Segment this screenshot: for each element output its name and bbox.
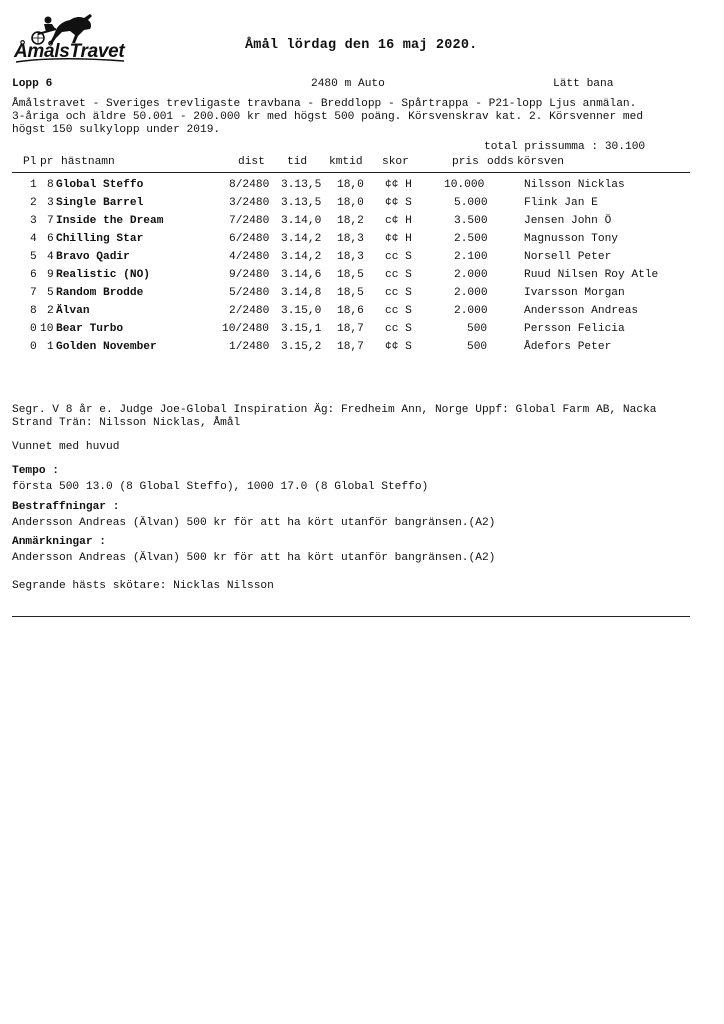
race-description: Åmålstravet - Sveriges trevligaste travbana - Breddlopp - Spårtrappa - P21-lopp Ljus anmälan. 3-åriga och äldre 50.001 - 200.000 kr med högst 500 poäng. Körsvenskrav kat. 2. Körsvenner med högst 150 sulkylopp under 2019. <box>12 98 644 136</box>
driver-name: Andersson Andreas <box>524 305 639 317</box>
driver-name: Persson Felicia <box>524 323 625 335</box>
driver-name: Ådefors Peter <box>524 341 612 353</box>
horse-name: Inside the Dream <box>56 215 164 227</box>
race-distance-start: 2480 m Auto <box>311 78 385 90</box>
horse-name: Älvan <box>56 305 90 317</box>
horse-name: Chilling Star <box>56 233 144 245</box>
results-table-header <box>0 156 724 170</box>
driver-name: Norsell Peter <box>524 251 612 263</box>
caretaker: Segrande hästs skötare: Nicklas Nilsson <box>12 580 274 592</box>
tempo-heading: Tempo : <box>12 465 59 477</box>
logo-text: ÅmålsTravet <box>14 41 125 62</box>
horse-name: Golden November <box>56 341 157 353</box>
col-shoes: skor <box>382 156 409 168</box>
remarks-heading: Anmärkningar : <box>12 536 106 548</box>
horse-name: Bear Turbo <box>56 323 124 335</box>
amalstravet-logo <box>12 10 130 66</box>
col-dist: dist <box>238 156 265 168</box>
page-title: Åmål lördag den 16 maj 2020. <box>245 38 478 53</box>
tempo-text: första 500 13.0 (8 Global Steffo), 1000 17.0 (8 Global Steffo) <box>12 481 429 493</box>
total-prize: total prissumma : 30.100 <box>484 141 646 153</box>
col-odds: odds <box>487 156 514 168</box>
col-time: tid <box>287 156 308 168</box>
col-pr: pr <box>40 156 54 168</box>
penalties-heading: Bestraffningar : <box>12 501 120 513</box>
col-prize: pris <box>452 156 479 168</box>
result-note: Vunnet med huvud <box>12 441 120 453</box>
penalties-text: Andersson Andreas (Älvan) 500 kr för att ha kört utanför bangränsen.(A2) <box>12 517 496 529</box>
col-driver: körsven <box>517 156 564 168</box>
driver-name: Flink Jan E <box>524 197 598 209</box>
driver-name: Magnusson Tony <box>524 233 618 245</box>
col-name: hästnamn <box>61 156 115 168</box>
driver-name: Ivarsson Morgan <box>524 287 625 299</box>
results-table: 1 8 Global Steffo 8/2480 3.13,5 18,0 ¢¢ H 10.000 Nilsson Nicklas 2 3 Single Barrel 3/2480 3.13,5 18,0 ¢¢ S 5.000 Flink Jan E 3 7 Inside the Dream 7/2480 3.14,0 18,2 c¢ H 3.500 Jensen John Ö 4 6 Chilling Star 6/2480 3.14,2 18,3 ¢¢ H 2.500 Magnusson Tony 5 4 Bravo Qadir 4/2480 3.14,2 18,3 cc S 2.100 Norsell Peter 6 9 Realistic (NO) 9/2480 3.14,6 18,5 cc S 2.000 Ruud Nilsen Roy Atle 7 5 Random Brodde 5/2480 3.14,8 18,5 cc S 2.000 Ivarsson Morgan 8 2 Älvan 2/2480 3.15,0 18,6 cc S 2.000 Andersson Andreas 0 10 Bear Turbo 10/2480 3.15,1 18,7 cc S 500 Persson Felicia 0 1 Golden November 1/2480 3.15,2 18,7 ¢¢ S 500 Ådefors Peter <box>30 179 659 353</box>
col-kmtime: kmtid <box>329 156 363 168</box>
col-pl: Pl <box>23 156 37 168</box>
horse-name: Global Steffo <box>56 179 144 191</box>
race-name: Lopp 6 <box>12 78 53 90</box>
horse-name: Single Barrel <box>56 197 144 209</box>
driver-name: Jensen John Ö <box>524 215 612 227</box>
horse-name: Random Brodde <box>56 287 144 299</box>
driver-name: Nilsson Nicklas <box>524 179 625 191</box>
winner-info: Segr. V 8 år e. Judge Joe-Global Inspiration Äg: Fredheim Ann, Norge Uppf: Global Farm AB, Nacka Strand Trän: Nilsson Nicklas, Åmål <box>12 404 657 429</box>
table-divider <box>12 172 690 173</box>
horse-name: Realistic (NO) <box>56 269 150 281</box>
remarks-text: Andersson Andreas (Älvan) 500 kr för att ha kört utanför bangränsen.(A2) <box>12 552 496 564</box>
bottom-divider <box>12 616 690 617</box>
track-condition: Lätt bana <box>553 78 614 90</box>
horse-name: Bravo Qadir <box>56 251 130 263</box>
driver-name: Ruud Nilsen Roy Atle <box>524 269 659 281</box>
